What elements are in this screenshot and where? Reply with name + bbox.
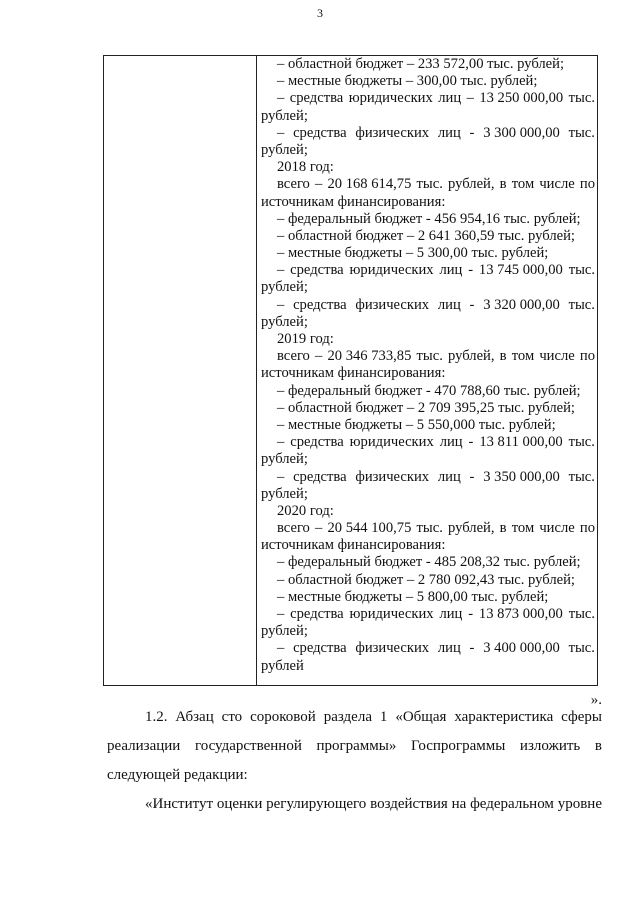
text-line: 2020 год: [277, 502, 334, 519]
word: в [499, 520, 507, 537]
word: юридических [349, 434, 434, 451]
word: - [469, 296, 475, 313]
word: юридических [348, 90, 433, 107]
text-line [261, 469, 595, 486]
text-line [261, 348, 595, 365]
word: рублей, [448, 348, 495, 365]
paragraph-quoted [107, 790, 602, 819]
word: – [277, 606, 285, 622]
word: в [594, 738, 602, 754]
text-line [261, 262, 595, 279]
word: тыс. [568, 640, 595, 657]
financing-cell [261, 56, 595, 675]
word: всего [277, 176, 310, 193]
word: тыс. [416, 520, 443, 537]
word: Абзац [175, 709, 214, 725]
page-number: 3 [317, 6, 323, 20]
word: средства [293, 468, 347, 485]
word: раздела [323, 709, 372, 725]
word: 20 168 614,75 [327, 176, 412, 193]
word: том [511, 348, 535, 365]
word: – [277, 296, 285, 313]
text-line [261, 520, 595, 537]
word: тыс. [416, 348, 443, 365]
text-line: рублей; [261, 313, 308, 330]
text-line: – областной бюджет – 233 572,00 тыс. рублей; [277, 56, 565, 72]
word: тыс. [568, 296, 595, 313]
word: средства [290, 606, 344, 622]
word: юридических [349, 606, 434, 622]
text-line: – областной бюджет – 2 709 395,25 тыс. рублей; [277, 399, 575, 416]
word: характеристика [454, 709, 554, 725]
word: «Институт [145, 796, 214, 812]
word: изложить [519, 738, 581, 754]
word: 3 400 000,00 [483, 640, 560, 657]
text-line: рублей; [261, 141, 308, 158]
text-line: – областной бюджет – 2 780 092,43 тыс. рублей; [277, 571, 575, 588]
word: тыс. [568, 434, 595, 451]
word: - [469, 468, 475, 485]
word: средства [290, 434, 344, 451]
paragraph-1-2 [107, 703, 602, 790]
word: рублей, [448, 176, 495, 193]
word: числе [539, 520, 575, 537]
word: оценки [216, 796, 263, 812]
word: средства [290, 262, 344, 279]
word: 3 350 000,00 [483, 468, 560, 485]
word: лиц [437, 468, 461, 485]
word: средства [293, 296, 347, 313]
text-line: 2018 год: [277, 159, 334, 176]
word: – [277, 640, 285, 657]
word: по [579, 520, 595, 537]
word: лиц [438, 90, 462, 107]
text-line: рублей; [261, 451, 308, 468]
word: - [468, 434, 474, 451]
word: «Общая [395, 709, 447, 725]
word: тыс. [568, 468, 595, 485]
word: воздействия [370, 796, 448, 812]
word: лиц [437, 124, 461, 141]
text-line [107, 790, 602, 819]
word: реализации [107, 738, 181, 754]
word: в [499, 176, 507, 193]
word: по [579, 176, 595, 193]
word: тыс. [568, 124, 595, 141]
word: – [315, 520, 323, 537]
word: - [468, 262, 474, 279]
word: 13 745 000,00 [478, 262, 563, 279]
word: на [451, 796, 467, 812]
word: числе [539, 176, 575, 193]
word: – [315, 348, 323, 365]
text-line: – местные бюджеты – 5 300,00 тыс. рублей; [277, 245, 549, 262]
text-line [261, 606, 595, 623]
table-column-divider [256, 56, 257, 685]
word: 1 [379, 709, 388, 725]
text-line [261, 434, 595, 451]
word: физических [355, 296, 430, 313]
text-line [261, 297, 595, 314]
word: 20 544 100,75 [327, 520, 412, 537]
word: - [468, 606, 474, 622]
word: физических [355, 124, 430, 141]
text-line: – местные бюджеты – 5 550,000 тыс. рублей; [277, 416, 556, 433]
word: всего [277, 348, 310, 365]
word: тыс. [416, 176, 443, 193]
text-line: – федеральный бюджет - 485 208,32 тыс. рублей; [277, 554, 581, 571]
text-line: рублей; [261, 107, 308, 124]
word: – [315, 176, 323, 193]
word: регулирующего [266, 796, 367, 812]
word: – [466, 90, 474, 107]
text-line: источникам финансирования: [261, 537, 446, 554]
word: лиц [439, 434, 463, 451]
word: рублей, [448, 520, 495, 537]
word: средства [289, 90, 344, 107]
word: 3 300 000,00 [483, 124, 560, 141]
text-line: рублей; [261, 623, 308, 640]
text-line: 2019 год: [277, 331, 334, 347]
word: лиц [439, 606, 463, 622]
word: сороковой [250, 709, 316, 725]
word: государственной [194, 738, 302, 754]
text-line: источникам финансирования: [261, 193, 446, 210]
word: 13 250 000,00 [479, 90, 564, 107]
text-line: рублей [261, 657, 304, 674]
word: – [277, 124, 285, 141]
word: уровне [557, 796, 602, 812]
text-line: источникам финансирования: [261, 365, 446, 382]
text-line [261, 176, 595, 193]
word: – [277, 434, 285, 451]
word: – [277, 90, 285, 107]
word: том [511, 176, 535, 193]
word: том [511, 520, 535, 537]
word: 1.2. [145, 709, 168, 725]
text-line: – федеральный бюджет - 470 788,60 тыс. рублей; [277, 382, 581, 399]
word: физических [355, 468, 430, 485]
word: 20 346 733,85 [327, 348, 412, 365]
text-line [261, 90, 595, 107]
word: лиц [437, 296, 461, 313]
word: тыс. [568, 262, 595, 279]
word: числе [539, 348, 575, 365]
text-line: – местные бюджеты – 5 800,00 тыс. рублей; [277, 588, 549, 605]
word: федеральном [470, 796, 554, 812]
word: тыс. [568, 606, 595, 622]
word: 13 873 000,00 [478, 606, 563, 622]
word: 3 320 000,00 [483, 296, 560, 313]
word: средства [293, 124, 347, 141]
word: - [469, 640, 475, 657]
word: юридических [349, 262, 434, 279]
word: Госпрограммы [411, 738, 506, 754]
text-line: следующей редакции: [107, 767, 248, 783]
word: программы» [316, 738, 397, 754]
text-line: – областной бюджет – 2 641 360,59 тыс. рублей; [277, 227, 575, 244]
financing-table [103, 55, 598, 686]
word: сто [221, 709, 243, 725]
text-line [107, 703, 602, 732]
closing-quote: ». [590, 692, 602, 708]
word: средства [293, 640, 347, 657]
word: сферы [561, 709, 602, 725]
text-line: – местные бюджеты – 300,00 тыс. рублей; [277, 73, 538, 90]
word: лиц [437, 640, 461, 657]
word: всего [277, 520, 310, 537]
word: – [277, 468, 285, 485]
text-line: рублей; [261, 279, 308, 296]
word: по [579, 348, 595, 365]
text-line [261, 125, 595, 142]
text-line [261, 640, 595, 657]
text-line: – федеральный бюджет - 456 954,16 тыс. рублей; [277, 210, 581, 227]
word: лиц [439, 262, 463, 279]
word: - [469, 124, 475, 141]
word: – [277, 262, 285, 279]
word: в [499, 348, 507, 365]
word: физических [355, 640, 430, 657]
word: 13 811 000,00 [479, 434, 563, 451]
text-line: рублей; [261, 485, 308, 502]
word: тыс. [568, 90, 595, 107]
text-line [107, 732, 602, 761]
